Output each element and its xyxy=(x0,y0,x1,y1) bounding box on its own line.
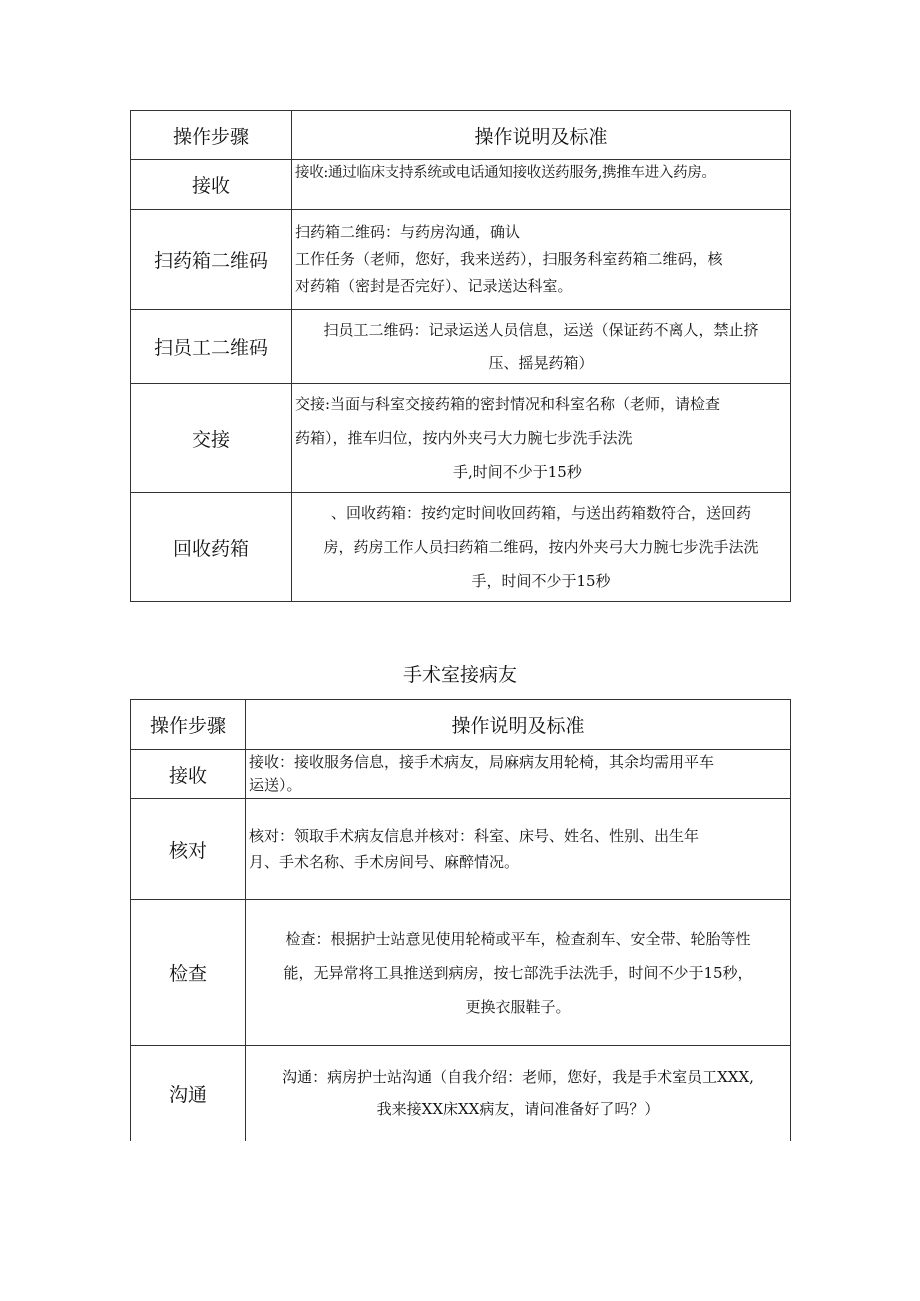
description-line: 手,时间不少于15秒 xyxy=(453,463,582,481)
description-line: 能，无异常将工具推送到病房，按七部洗手法洗手，时间不少于15秒， xyxy=(283,963,753,982)
table-row xyxy=(131,1046,791,1141)
table-row xyxy=(131,493,791,602)
table-row xyxy=(131,384,791,493)
table-row xyxy=(131,900,791,1046)
description-cell xyxy=(292,384,791,493)
step-cell: 接收 xyxy=(131,160,292,210)
step-cell: 扫员工二维码 xyxy=(131,310,292,384)
description-line: 药箱），推车归位，按内外夹弓大力腕七步洗手法洗 xyxy=(295,429,633,447)
table-row xyxy=(131,799,791,900)
description-line: 沟通：病房护士站沟通（自我介绍：老师，您好，我是手术室员工XXX, xyxy=(282,1068,754,1087)
table-row xyxy=(131,310,791,384)
step-cell: 扫药箱二维码 xyxy=(131,210,292,310)
header-description: 操作说明及标准 xyxy=(246,700,791,750)
description-line: 月、手术名称、手术房间号、麻醉情况。 xyxy=(249,853,520,871)
description-line: 接收：接收服务信息，接手术病友，局麻病友用轮椅，其余均需用平车 xyxy=(249,753,715,771)
table-row xyxy=(131,160,791,210)
table-row xyxy=(131,210,791,310)
description-line: 对药箱（密封是否完好）、记录送达科室。 xyxy=(295,277,573,295)
step-cell: 沟通 xyxy=(131,1046,246,1141)
header-step: 操作步骤 xyxy=(131,111,292,160)
step-cell: 交接 xyxy=(131,384,292,493)
operation-table-2 xyxy=(130,699,791,1141)
description-line: 房，药房工作人员扫药箱二维码，按内外夹弓大力腕七步洗手法洗 xyxy=(323,538,759,556)
description-cell xyxy=(292,160,791,210)
description-line: 我来接XX床XX病友，请问准备好了吗？） xyxy=(376,1100,660,1119)
step-cell: 检查 xyxy=(131,900,246,1046)
step-cell: 回收药箱 xyxy=(131,493,292,602)
description-cell xyxy=(246,1046,791,1141)
header-description: 操作说明及标准 xyxy=(292,111,791,160)
description-line: 、回收药箱：按约定时间收回药箱，与送出药箱数符合，送回药 xyxy=(330,504,751,522)
description-line: 交接:当面与科室交接药箱的密封情况和科室名称（老师，请检查 xyxy=(295,395,721,413)
description-line: 检查：根据护士站意见使用轮椅或平车，检查刹车、安全带、轮胎等性 xyxy=(285,929,751,948)
description-line: 工作任务（老师，您好，我来送药），扫服务科室药箱二维码，核 xyxy=(295,250,723,268)
description-cell xyxy=(292,493,791,602)
description-cell xyxy=(292,210,791,310)
description-line: 更换衣服鞋子。 xyxy=(465,997,571,1016)
description-line: 扫员工二维码：记录运送人员信息，运送（保证药不离人，禁止挤 xyxy=(323,320,759,339)
table-header-row xyxy=(131,700,791,750)
description-cell xyxy=(246,799,791,900)
header-step: 操作步骤 xyxy=(131,700,246,750)
section-title: 手术室接病友 xyxy=(402,664,517,686)
description-cell xyxy=(246,900,791,1046)
description-line: 接收:通过临床支持系统或电话通知接收送药服务,携推车进入药房。 xyxy=(295,165,716,181)
step-cell: 接收 xyxy=(131,750,246,799)
description-line: 扫药箱二维码：与药房沟通，确认 xyxy=(295,223,521,241)
table-header-row xyxy=(131,111,791,160)
description-line: 压、摇晃药箱） xyxy=(488,353,594,372)
description-cell xyxy=(246,750,791,799)
description-line: 运送）。 xyxy=(249,776,302,794)
description-line: 手，时间不少于15秒 xyxy=(471,572,611,590)
operation-table-1 xyxy=(130,110,791,602)
table-row xyxy=(131,750,791,799)
description-cell xyxy=(292,310,791,384)
description-line: 核对：领取手术病友信息并核对：科室、床号、姓名、性别、出生年 xyxy=(249,827,700,845)
step-cell: 核对 xyxy=(131,799,246,900)
